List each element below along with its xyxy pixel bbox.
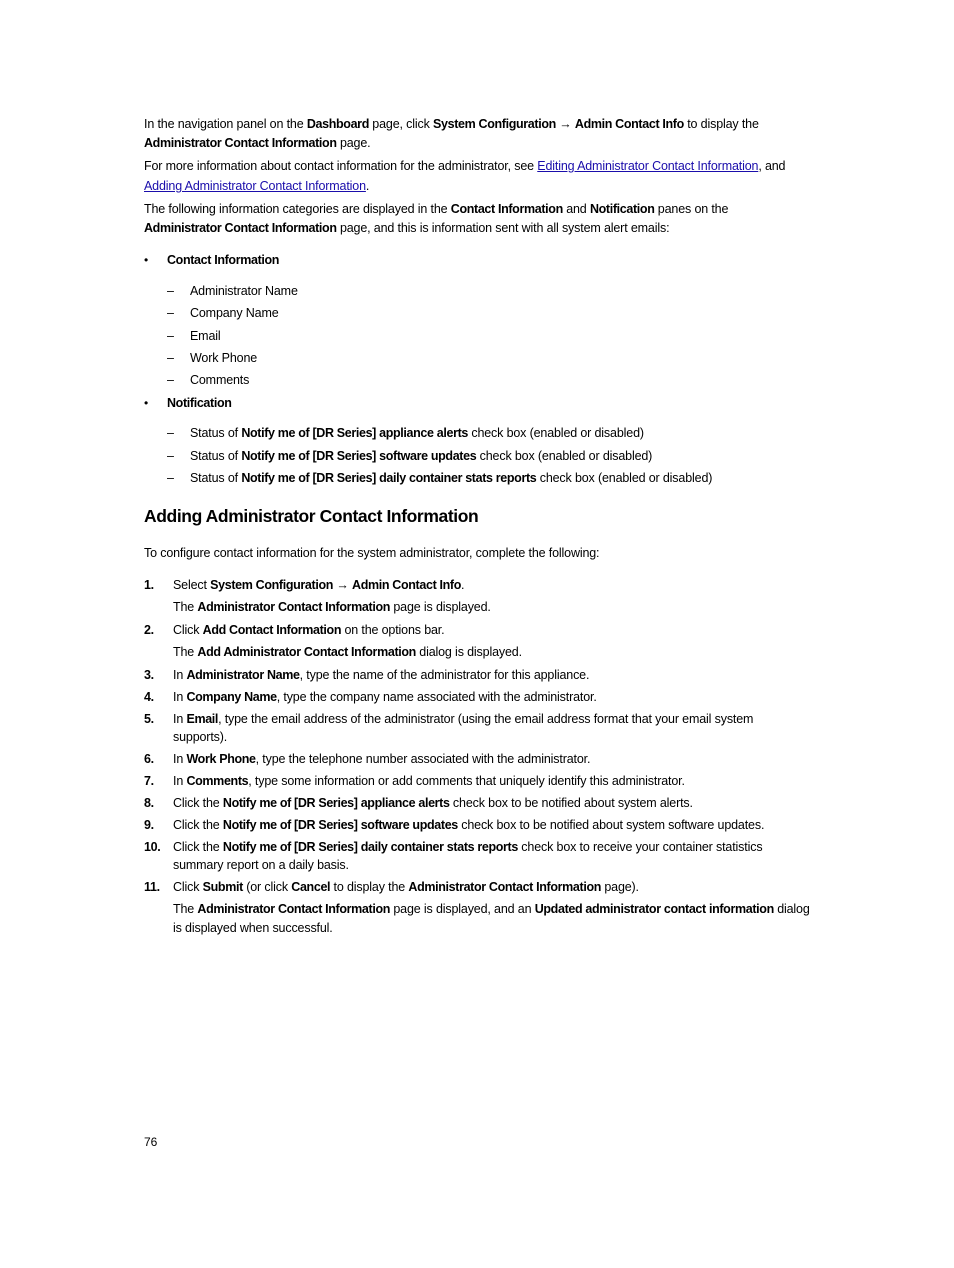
dash-icon: –	[167, 471, 174, 485]
contact-item: Work Phone	[190, 351, 258, 365]
intro-paragraph-1-line-1: In the navigation panel on the Dashboard page, click System Configuration → Admin Contact Info to display the	[144, 117, 759, 131]
notification-item: Status of Notify me of [DR Series] software updates check box (enabled or disabled)	[190, 449, 653, 463]
notification-title: Notification	[167, 396, 232, 410]
notification-item: Status of Notify me of [DR Series] daily container stats reports check box (enabled or disabled)	[190, 471, 713, 485]
dash-icon: –	[167, 284, 174, 298]
step-number: 11.	[144, 880, 160, 894]
dash-icon: –	[167, 351, 174, 365]
step-5-text-cont: supports).	[173, 730, 228, 744]
step-11-result: The Administrator Contact Information page is displayed, and an Updated administrator contact information dialog	[173, 902, 810, 916]
dash-icon: –	[167, 426, 174, 440]
section-heading: Adding Administrator Contact Information	[144, 506, 479, 526]
dash-icon: –	[167, 306, 174, 320]
step-11-result-cont: is displayed when successful.	[173, 921, 333, 935]
step-5-text: In Email, type the email address of the administrator (using the email address format that your email system	[173, 712, 754, 726]
dash-icon: –	[167, 449, 174, 463]
step-2-result: The Add Administrator Contact Information dialog is displayed.	[173, 645, 522, 659]
step-7-text: In Comments, type some information or add comments that uniquely identify this administrator.	[173, 774, 685, 788]
step-number: 4.	[144, 690, 154, 704]
contact-item: Administrator Name	[190, 284, 298, 298]
dash-icon: –	[167, 329, 174, 343]
step-4-text: In Company Name, type the company name associated with the administrator.	[173, 690, 597, 704]
step-8-text: Click the Notify me of [DR Series] appliance alerts check box to be notified about system alerts.	[173, 796, 693, 810]
notification-item: Status of Notify me of [DR Series] appliance alerts check box (enabled or disabled)	[190, 426, 644, 440]
step-1-text: Select System Configuration → Admin Contact Info.	[173, 578, 465, 592]
bullet-icon: •	[144, 396, 149, 410]
intro-paragraph-3-line-1: The following information categories are displayed in the Contact Information and Notification panes on the	[144, 202, 729, 216]
step-3-text: In Administrator Name, type the name of the administrator for this appliance.	[173, 668, 590, 682]
contact-item: Email	[190, 329, 221, 343]
contact-item: Comments	[190, 373, 250, 387]
intro-paragraph-2-line-2: Adding Administrator Contact Information.	[144, 179, 370, 193]
intro-paragraph-3-line-2: Administrator Contact Information page, and this is information sent with all system alert emails:	[144, 221, 670, 235]
step-1-result: The Administrator Contact Information page is displayed.	[173, 600, 491, 614]
step-10-text: Click the Notify me of [DR Series] daily container stats reports check box to receive your container statistics	[173, 840, 763, 854]
page-number: 76	[144, 1135, 158, 1149]
step-number: 9.	[144, 818, 154, 832]
step-9-text: Click the Notify me of [DR Series] software updates check box to be notified about system software updates.	[173, 818, 765, 832]
step-2-text: Click Add Contact Information on the options bar.	[173, 623, 445, 637]
step-number: 2.	[144, 623, 154, 637]
step-10-text-cont: summary report on a daily basis.	[173, 858, 349, 872]
step-number: 3.	[144, 668, 154, 682]
step-number: 8.	[144, 796, 154, 810]
contact-information-title: Contact Information	[167, 253, 280, 267]
step-6-text: In Work Phone, type the telephone number associated with the administrator.	[173, 752, 591, 766]
intro-paragraph-2-line-1: For more information about contact information for the administrator, see Editing Administrator Contact Information, and	[144, 159, 786, 173]
step-number: 7.	[144, 774, 154, 788]
adding-contact-info-link[interactable]: Adding Administrator Contact Information	[144, 179, 366, 193]
intro-paragraph-1-line-2: Administrator Contact Information page.	[144, 136, 371, 150]
contact-item: Company Name	[190, 306, 279, 320]
dash-icon: –	[167, 373, 174, 387]
step-number: 5.	[144, 712, 154, 726]
bullet-icon: •	[144, 253, 149, 267]
step-11-text: Click Submit (or click Cancel to display the Administrator Contact Information page).	[173, 880, 639, 894]
section-intro: To configure contact information for the system administrator, complete the following:	[144, 546, 600, 560]
step-number: 6.	[144, 752, 154, 766]
step-number: 1.	[144, 578, 154, 592]
editing-contact-info-link[interactable]: Editing Administrator Contact Information	[537, 159, 759, 173]
step-number: 10.	[144, 840, 161, 854]
